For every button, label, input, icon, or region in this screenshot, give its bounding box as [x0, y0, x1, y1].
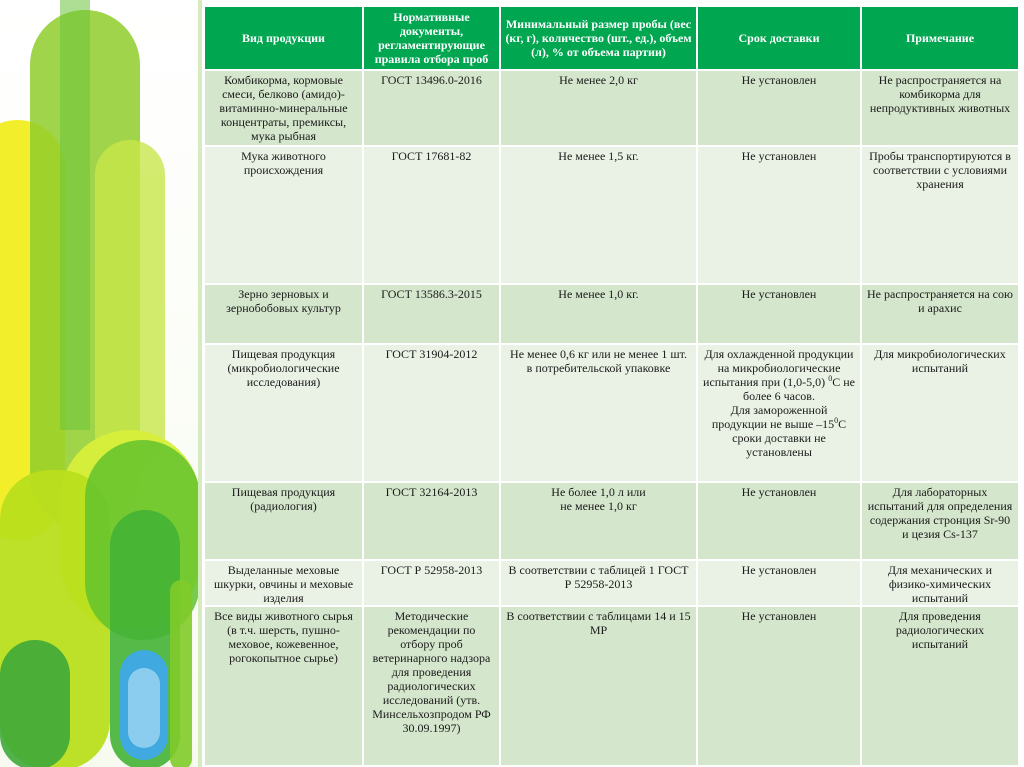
cell-product: Мука животного происхождения [204, 146, 363, 284]
cell-sample-size: В соответствии с таблицами 14 и 15 МР [500, 606, 697, 766]
table-row [204, 146, 1019, 284]
cell-delivery: Не установлен [697, 284, 861, 344]
table-header-row [204, 6, 1019, 70]
cell-sample-size [500, 482, 697, 560]
cell-document: ГОСТ 13496.0-2016 [363, 70, 500, 146]
header-note: Примечание [861, 6, 1019, 70]
cell-delivery: Не установлен [697, 146, 861, 284]
table-row [204, 560, 1019, 606]
decorative-background-panel [0, 0, 200, 767]
cell-delivery: Не установлен [697, 606, 861, 766]
cell-document: ГОСТ Р 52958-2013 [363, 560, 500, 606]
cell-product: Зерно зерновых и зернобобовых культур [204, 284, 363, 344]
cell-delivery: Не установлен [697, 482, 861, 560]
header-delivery-time: Срок доставки [697, 6, 861, 70]
cell-sample-size: Не менее 1,5 кг. [500, 146, 697, 284]
cell-document: ГОСТ 32164-2013 [363, 482, 500, 560]
cell-document: ГОСТ 13586.3-2015 [363, 284, 500, 344]
delivery-frozen-text-end: С сроки доставки не установлены [732, 417, 847, 459]
cell-sample-size: В соответствии с таблицей 1 ГОСТ Р 52958-2013 [500, 560, 697, 606]
degree-superscript: 0 [828, 374, 833, 383]
delivery-chilled-text: Для охлажденной продукции на микробиологические испытания при (1,0-5,0) [703, 347, 854, 389]
cell-delivery [697, 344, 861, 482]
cell-product: Все виды животного сырья (в т.ч. шерсть, пушно-меховое, кожевенное, рогокопытное сырье) [204, 606, 363, 766]
cell-note: Не распространяется на сою и арахис [861, 284, 1019, 344]
cell-product: Пищевая продукция (радиология) [204, 482, 363, 560]
sampling-requirements-table [203, 5, 1020, 767]
cell-document: ГОСТ 17681-82 [363, 146, 500, 284]
cell-document: Методические рекомендации по отбору проб ветеринарного надзора для проведения радиологических исследований (утв. Минсельхозпродом РФ 30.09.1997) [363, 606, 500, 766]
cell-note: Не распространяется на комбикорма для непродуктивных животных [861, 70, 1019, 146]
cell-document: ГОСТ 31904-2012 [363, 344, 500, 482]
cell-sample-size: Не менее 1,0 кг. [500, 284, 697, 344]
cell-note: Для лабораторных испытаний для определения содержания стронция Sr-90 и цезия Cs-137 [861, 482, 1019, 560]
cell-delivery: Не установлен [697, 560, 861, 606]
degree-superscript: 0 [834, 416, 839, 425]
header-minimum-sample-size: Минимальный размер пробы (вес (кг, г), количество (шт., ед.), объем (л), % от объема партии) [500, 6, 697, 70]
sample-size-line-1: Не более 1,0 л или [551, 485, 646, 499]
sample-size-line-2: не менее 1,0 кг [560, 499, 637, 513]
cell-note: Пробы транспортируются в соответствии с условиями хранения [861, 146, 1019, 284]
cell-delivery: Не установлен [697, 70, 861, 146]
header-normative-documents: Нормативные документы, регламентирующие правила отбора проб [363, 6, 500, 70]
table-row [204, 344, 1019, 482]
header-product-type: Вид продукции [204, 6, 363, 70]
cell-product: Пищевая продукция (микробиологические исследования) [204, 344, 363, 482]
cell-note: Для проведения радиологических испытаний [861, 606, 1019, 766]
cell-sample-size: Не менее 2,0 кг [500, 70, 697, 146]
table-row [204, 284, 1019, 344]
cell-product: Выделанные меховые шкурки, овчины и меховые изделия [204, 560, 363, 606]
panel-divider [198, 0, 202, 767]
cell-note: Для механических и физико-химических испытаний [861, 560, 1019, 606]
table-row [204, 70, 1019, 146]
cell-note: Для микробиологических испытаний [861, 344, 1019, 482]
delivery-frozen-text: Для замороженной продукции не выше –15 [711, 403, 835, 431]
table-row [204, 482, 1019, 560]
cell-sample-size: Не менее 0,6 кг или не менее 1 шт. в потребительской упаковке [500, 344, 697, 482]
cell-product: Комбикорма, кормовые смеси, белково (амидо)-витаминно-минеральные концентраты, премиксы, мука рыбная [204, 70, 363, 146]
delivery-chilled-text-end: С не более 6 часов. [743, 375, 855, 403]
table-row [204, 606, 1019, 766]
